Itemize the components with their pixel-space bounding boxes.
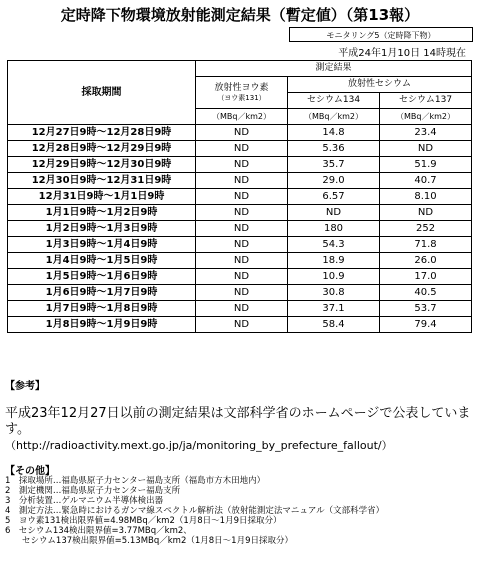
table-row (8, 157, 472, 173)
iodine-header-sub: （ヨウ素131） (217, 93, 266, 102)
period-cell: 1月8日9時～1月9日9時 (8, 317, 196, 333)
cs134-cell: 58.4 (288, 317, 380, 333)
cs134-cell: 30.8 (288, 285, 380, 301)
cs134-cell: 29.0 (288, 173, 380, 189)
cs134-cell: 14.8 (288, 125, 380, 141)
cs134-cell: 180 (288, 221, 380, 237)
period-cell: 1月5日9時～1月6日9時 (8, 269, 196, 285)
i131-cell: ND (196, 141, 288, 157)
period-header: 採取期間 (8, 61, 196, 125)
cs137-cell: 23.4 (380, 125, 472, 141)
other-item: 6 セシウム134検出限界値=3.77MBq／km2、 (5, 526, 192, 536)
table-row (8, 205, 472, 221)
table-row (8, 125, 472, 141)
cesium-header: 放射性セシウム (288, 77, 472, 93)
cs134-cell: ND (288, 205, 380, 221)
other-item: 4 測定方法…緊急時におけるガンマ線スペクトル解析法（放射能測定法マニュアル（文部科学省） (5, 506, 385, 516)
cs134-cell: 6.57 (288, 189, 380, 205)
period-cell: 1月1日9時～1月2日9時 (8, 205, 196, 221)
monitoring-label: モニタリング5（定時降下物） (289, 27, 473, 42)
results-table (7, 60, 472, 333)
i131-cell: ND (196, 285, 288, 301)
period-cell: 1月4日9時～1月5日9時 (8, 253, 196, 269)
period-cell: 1月3日9時～1月4日9時 (8, 237, 196, 253)
as-of-timestamp: 平成24年1月10日 14時現在 (338, 48, 466, 59)
table-row (8, 237, 472, 253)
i131-cell: ND (196, 237, 288, 253)
notice-text: 平成23年12月27日以前の測定結果は文部科学省のホームページで公表しています。 (5, 406, 471, 437)
i131-cell: ND (196, 221, 288, 237)
cs134-cell: 5.36 (288, 141, 380, 157)
other-item: 2 測定機関…福島県原子力センター福島支所 (5, 486, 181, 496)
table-row (8, 317, 472, 333)
period-cell: 12月30日9時～12月31日9時 (8, 173, 196, 189)
cs137-cell: ND (380, 141, 472, 157)
i131-cell: ND (196, 317, 288, 333)
cs137-cell: 40.5 (380, 285, 472, 301)
table-row (8, 269, 472, 285)
period-cell: 1月7日9時～1月8日9時 (8, 301, 196, 317)
cs137-cell: 8.10 (380, 189, 472, 205)
i131-cell: ND (196, 189, 288, 205)
unit-cs134: （MBq／km2） (288, 109, 380, 125)
cs137-cell: 252 (380, 221, 472, 237)
other-item: 1 採取場所…福島県原子力センター福島支所（福島市方木田地内） (5, 476, 266, 486)
i131-cell: ND (196, 157, 288, 173)
i131-cell: ND (196, 253, 288, 269)
i131-cell: ND (196, 173, 288, 189)
period-cell: 12月28日9時～12月29日9時 (8, 141, 196, 157)
table-row (8, 189, 472, 205)
table-row (8, 301, 472, 317)
period-cell: 12月31日9時～1月1日9時 (8, 189, 196, 205)
unit-cs137: （MBq／km2） (380, 109, 472, 125)
notice-url[interactable]: （http://radioactivity.mext.go.jp/ja/monitoring_by_prefecture_fallout/） (5, 439, 393, 452)
i131-cell: ND (196, 205, 288, 221)
cs134-cell: 37.1 (288, 301, 380, 317)
cs134-cell: 10.9 (288, 269, 380, 285)
i131-cell: ND (196, 301, 288, 317)
table-row (8, 173, 472, 189)
cs137-cell: 51.9 (380, 157, 472, 173)
cs134-cell: 35.7 (288, 157, 380, 173)
cs137-cell: 71.8 (380, 237, 472, 253)
i131-cell: ND (196, 269, 288, 285)
period-cell: 1月6日9時～1月7日9時 (8, 285, 196, 301)
other-item: 5 ヨウ素131検出限界値=4.98MBq／km2（1月8日～1月9日採取分） (5, 516, 282, 526)
cs137-cell: 17.0 (380, 269, 472, 285)
period-cell: 1月2日9時～1月3日9時 (8, 221, 196, 237)
cs137-cell: 26.0 (380, 253, 472, 269)
result-header: 測定結果 (196, 61, 472, 77)
cs137-cell: 40.7 (380, 173, 472, 189)
iodine-header (196, 77, 288, 109)
cs137-cell: ND (380, 205, 472, 221)
cs137-cell: 79.4 (380, 317, 472, 333)
reference-heading: 【参考】 (5, 381, 45, 392)
cs134-header: セシウム134 (288, 93, 380, 109)
period-cell: 12月27日9時～12月28日9時 (8, 125, 196, 141)
cs134-cell: 18.9 (288, 253, 380, 269)
other-item: 3 分析装置…ゲルマニウム半導体検出器 (5, 496, 164, 506)
table-row (8, 141, 472, 157)
other-heading: 【その他】 (5, 466, 55, 477)
table-row (8, 253, 472, 269)
cs134-cell: 54.3 (288, 237, 380, 253)
period-cell: 12月29日9時～12月30日9時 (8, 157, 196, 173)
iodine-header-label: 放射性ヨウ素 (214, 82, 269, 93)
unit-i131: （MBq／km2） (196, 109, 288, 125)
page-title: 定時降下物環境放射能測定結果（暫定値）（第13報） (60, 6, 420, 24)
i131-cell: ND (196, 125, 288, 141)
cs137-cell: 53.7 (380, 301, 472, 317)
cs137-header: セシウム137 (380, 93, 472, 109)
table-row (8, 285, 472, 301)
table-row (8, 221, 472, 237)
other-item: セシウム137検出限界値=5.13MBq／km2（1月8日～1月9日採取分） (5, 536, 293, 546)
